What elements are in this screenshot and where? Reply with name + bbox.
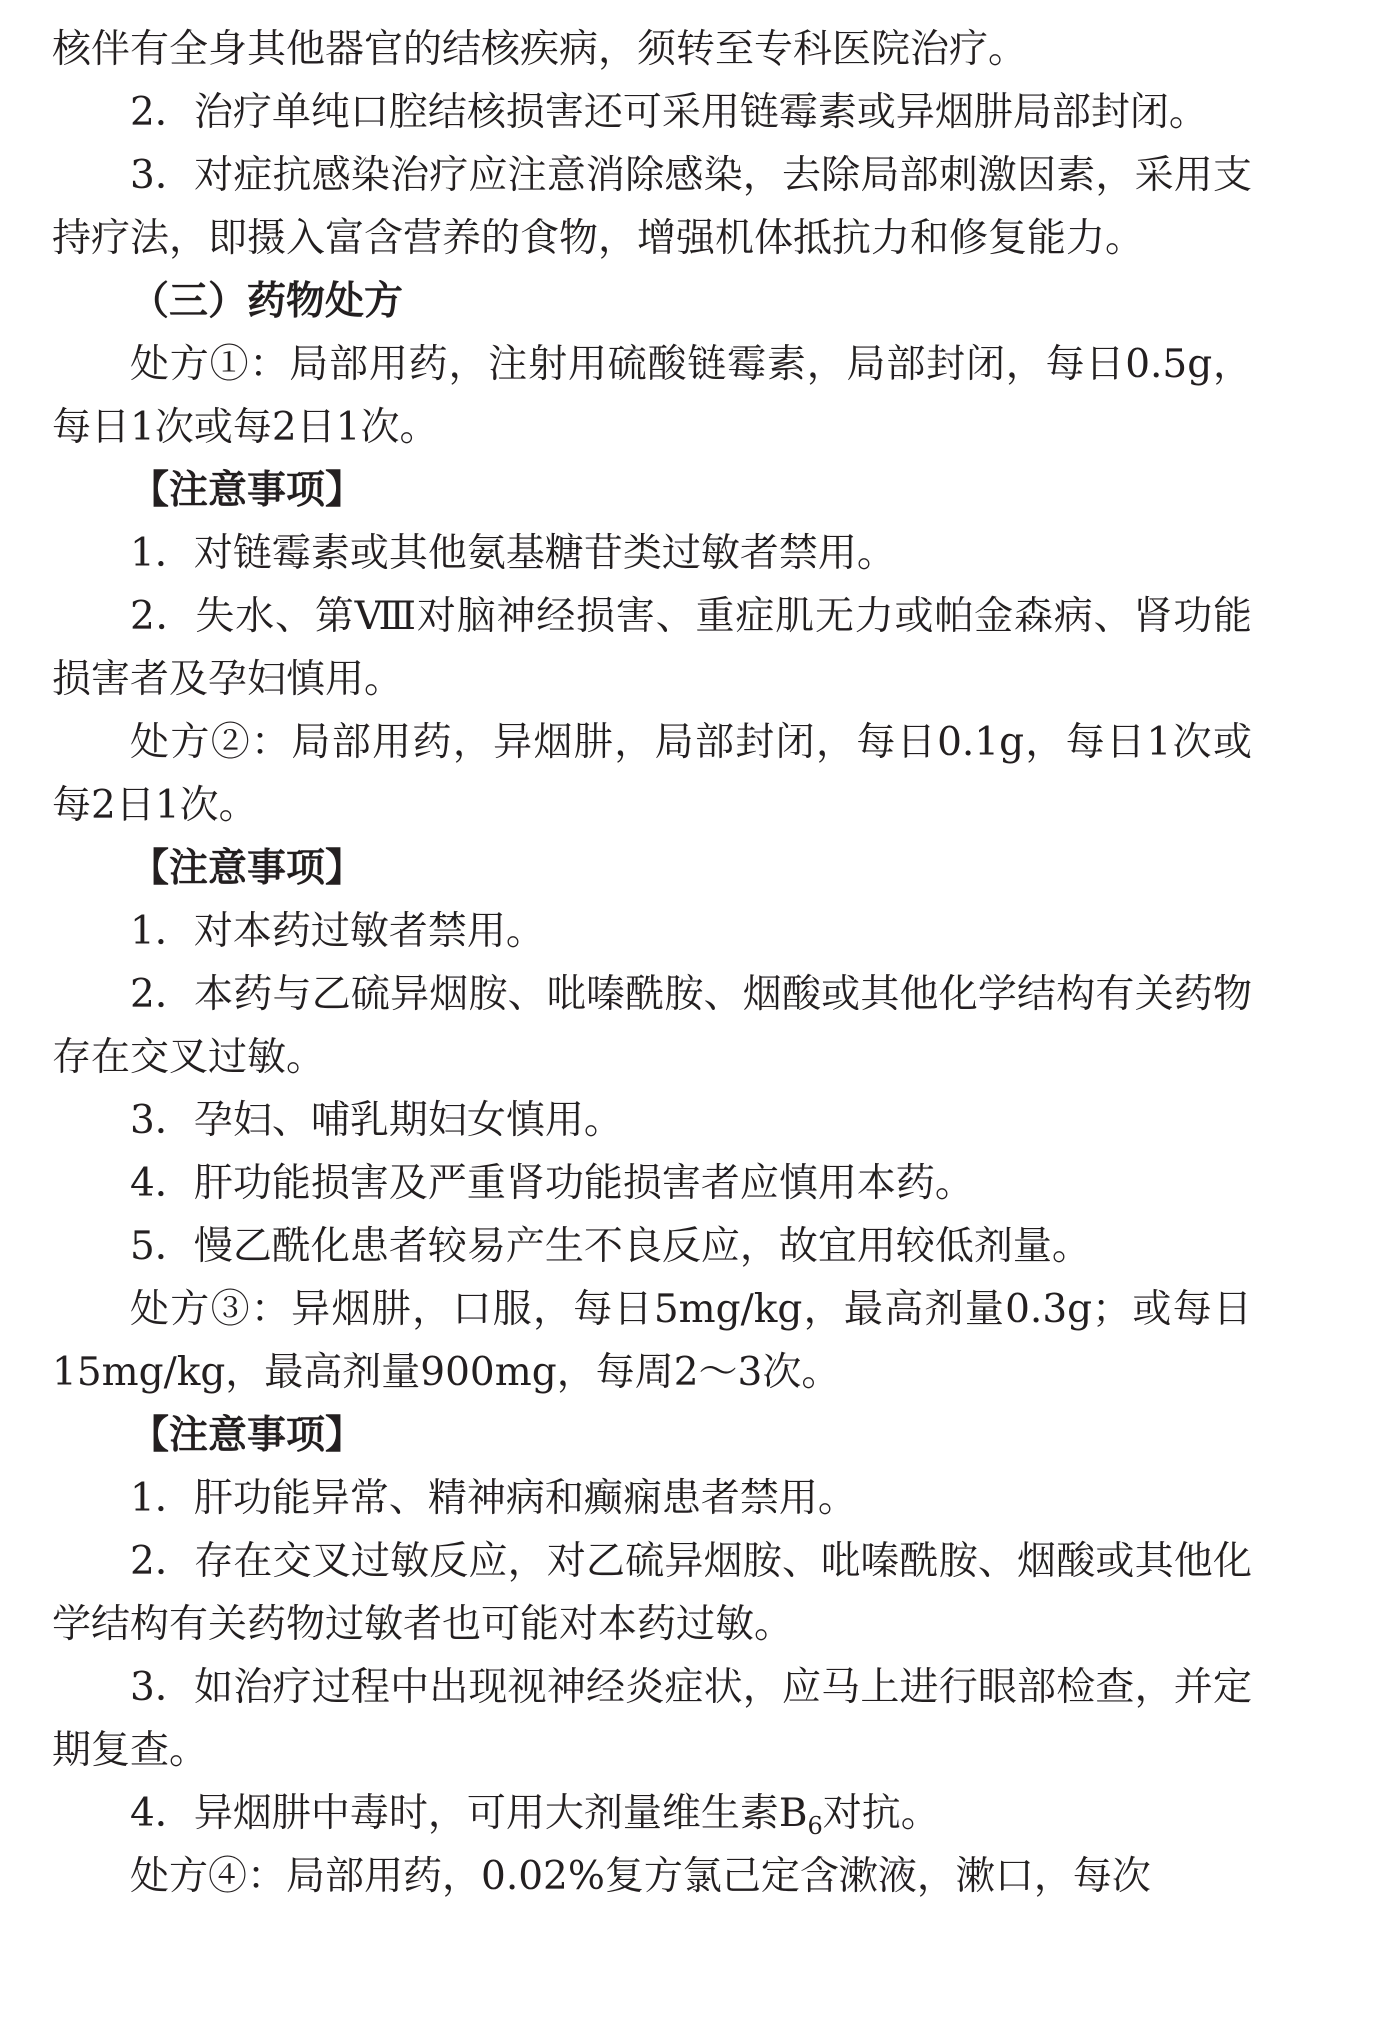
prescription: 处方①：局部用药，注射用硫酸链霉素，局部封闭，每日0.5g，每日1次或每2日1次。 [52,342,1252,450]
paragraph: 2．治疗单纯口腔结核损害还可采用链霉素或异烟肼局部封闭。 [130,90,1208,135]
note-heading: 【注意事项】 [130,846,365,891]
note-item: 2．失水、第Ⅷ对脑神经损害、重症肌无力或帕金森病、肾功能损害者及孕妇慎用。 [52,594,1252,702]
paragraph: 3．对症抗感染治疗应注意消除感染，去除局部刺激因素，采用支持疗法，即摄入富含营养的食物，增强机体抵抗力和修复能力。 [52,153,1252,261]
note-text: 4．异烟肼中毒时，可用大剂量维生素B [130,1791,808,1836]
note-text: 对抗。 [822,1791,940,1836]
section-heading: （三）药物处方 [130,279,404,324]
note-item: 1．对本药过敏者禁用。 [130,909,545,954]
prescription: 处方②：局部用药，异烟肼，局部封闭，每日0.1g，每日1次或每2日1次。 [52,720,1252,828]
note-item: 2．本药与乙硫异烟胺、吡嗪酰胺、烟酸或其他化学结构有关药物存在交叉过敏。 [52,972,1252,1080]
subscript: 6 [807,1812,823,1840]
note-heading: 【注意事项】 [130,468,365,513]
note-item: 3．孕妇、哺乳期妇女慎用。 [130,1098,623,1143]
note-item [52,1782,1252,1845]
note-heading: 【注意事项】 [130,1413,365,1458]
prescription: 处方③：异烟肼，口服，每日5mg/kg，最高剂量0.3g；或每日15mg/kg，最高剂量900mg，每周2～3次。 [52,1287,1252,1395]
note-item: 1．肝功能异常、精神病和癫痫患者禁用。 [130,1476,857,1521]
document-page [52,18,1252,1908]
note-item: 5．慢乙酰化患者较易产生不良反应，故宜用较低剂量。 [130,1224,1091,1269]
note-item: 2．存在交叉过敏反应，对乙硫异烟胺、吡嗪酰胺、烟酸或其他化学结构有关药物过敏者也可能对本药过敏。 [52,1539,1252,1647]
note-item: 1．对链霉素或其他氨基糖苷类过敏者禁用。 [130,531,896,576]
note-item: 3．如治疗过程中出现视神经炎症状，应马上进行眼部检查，并定期复查。 [52,1665,1252,1773]
prescription: 处方④：局部用药，0.02%复方氯己定含漱液，漱口，每次 [130,1854,1151,1899]
paragraph: 核伴有全身其他器官的结核疾病，须转至专科医院治疗。 [52,27,1028,72]
note-item: 4．肝功能损害及严重肾功能损害者应慎用本药。 [130,1161,974,1206]
